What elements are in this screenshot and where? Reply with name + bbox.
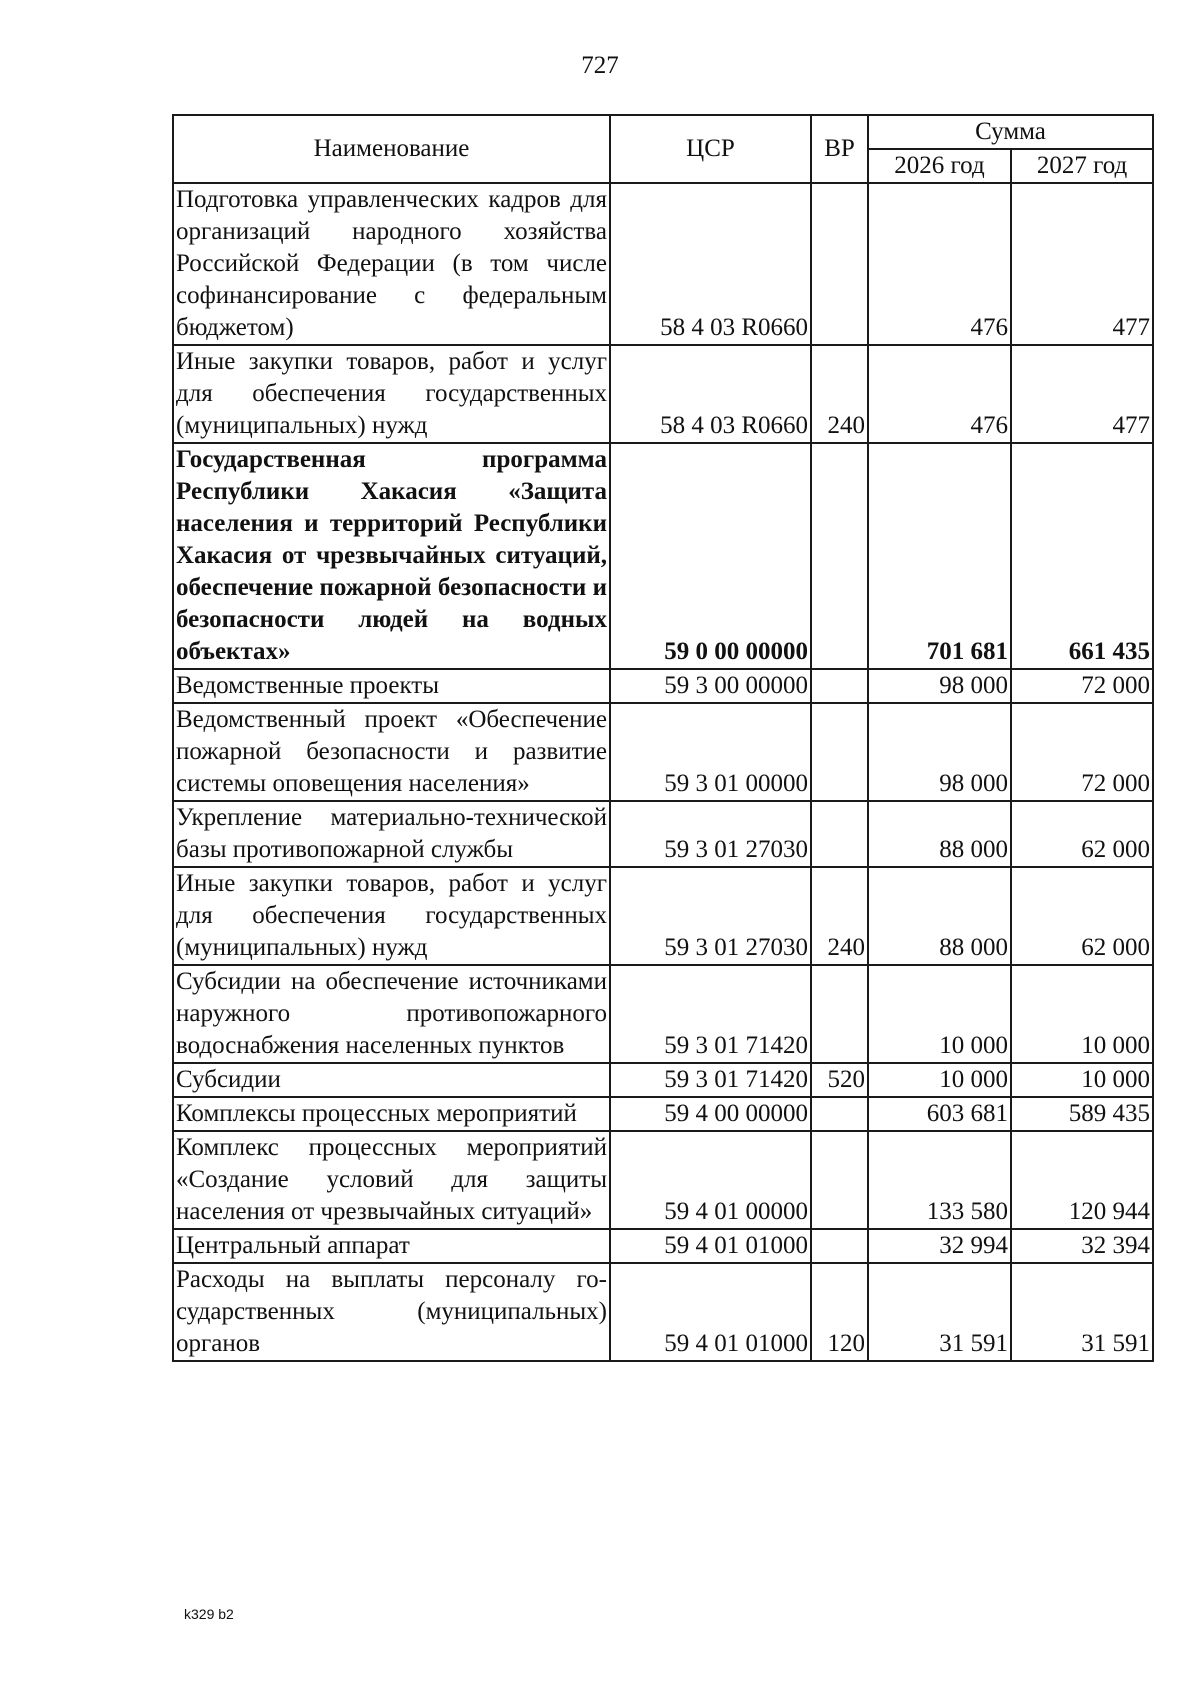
row-amount-2027: 477 (1011, 345, 1153, 443)
table-row (173, 1131, 1153, 1229)
row-amount-2027: 120 944 (1011, 1131, 1153, 1229)
row-amount-2026: 88 000 (868, 801, 1011, 867)
row-amount-2026: 88 000 (868, 867, 1011, 965)
row-csr: 59 3 01 71420 (610, 1063, 811, 1097)
row-amount-2026: 603 681 (868, 1097, 1011, 1131)
header-year-2026: 2026 год (868, 149, 1011, 183)
row-vr (811, 703, 868, 801)
row-vr (811, 183, 868, 345)
row-amount-2026: 701 681 (868, 443, 1011, 669)
row-csr: 59 3 01 71420 (610, 965, 811, 1063)
row-amount-2026: 31 591 (868, 1263, 1011, 1361)
row-csr: 59 3 01 27030 (610, 801, 811, 867)
table-row (173, 345, 1153, 443)
row-amount-2027: 72 000 (1011, 703, 1153, 801)
row-vr: 240 (811, 867, 868, 965)
row-vr: 120 (811, 1263, 868, 1361)
row-amount-2026: 98 000 (868, 669, 1011, 703)
table-row (173, 1097, 1153, 1131)
row-csr: 59 0 00 00000 (610, 443, 811, 669)
row-vr (811, 1131, 868, 1229)
row-csr: 58 4 03 R0660 (610, 183, 811, 345)
row-name: Ведомственный проект «Обеспечение пожарной безопасности и развитие системы оповещения населения» (173, 703, 610, 801)
row-csr: 59 4 01 01000 (610, 1229, 811, 1263)
row-csr: 59 4 01 00000 (610, 1131, 811, 1229)
header-vr: ВР (811, 115, 868, 183)
row-name: Центральный аппарат (173, 1229, 610, 1263)
table-row (173, 443, 1153, 669)
table-row (173, 1229, 1153, 1263)
row-name: Ведомственные проекты (173, 669, 610, 703)
header-csr: ЦСР (610, 115, 811, 183)
row-vr (811, 443, 868, 669)
footer-code: k329 b2 (184, 1606, 234, 1622)
table-body (173, 183, 1153, 1361)
row-name: Иные закупки товаров, работ и услуг для обеспечения государственных (муниципальных) нужд (173, 345, 610, 443)
table-row (173, 1063, 1153, 1097)
row-vr: 240 (811, 345, 868, 443)
row-amount-2026: 98 000 (868, 703, 1011, 801)
budget-table (172, 114, 1154, 1362)
row-amount-2027: 589 435 (1011, 1097, 1153, 1131)
row-csr: 59 3 00 00000 (610, 669, 811, 703)
row-vr: 520 (811, 1063, 868, 1097)
row-csr: 59 3 01 00000 (610, 703, 811, 801)
row-amount-2026: 32 994 (868, 1229, 1011, 1263)
row-csr: 59 3 01 27030 (610, 867, 811, 965)
table-row (173, 1263, 1153, 1361)
table-row (173, 703, 1153, 801)
header-sum: Сумма (868, 115, 1153, 149)
row-amount-2027: 10 000 (1011, 965, 1153, 1063)
row-name: Субсидии на обеспечение источниками наружного противопожарного водоснабжения населенных пунктов (173, 965, 610, 1063)
row-name: Иные закупки товаров, работ и услуг для обеспечения государственных (муниципальных) нужд (173, 867, 610, 965)
table-row (173, 669, 1153, 703)
row-amount-2026: 476 (868, 345, 1011, 443)
row-name: Государственная программа Республики Хакасия «Защита населения и территорий Республики Хакасия от чрезвычайных ситуаций, обеспечение пожарной безопасности и безопасности людей на водных объектах» (173, 443, 610, 669)
row-vr (811, 1229, 868, 1263)
row-amount-2026: 133 580 (868, 1131, 1011, 1229)
row-name: Подготовка управленческих кадров для организаций народного хозяйства Российской Федерации (в том числе софинансирование с федеральным бюджетом) (173, 183, 610, 345)
row-amount-2027: 31 591 (1011, 1263, 1153, 1361)
row-name: Комплекс процессных мероприятий «Создание условий для защиты населения от чрезвычайных ситуаций» (173, 1131, 610, 1229)
page-number: 727 (581, 52, 619, 79)
row-vr (811, 801, 868, 867)
row-amount-2027: 62 000 (1011, 867, 1153, 965)
row-vr (811, 1097, 868, 1131)
row-csr: 59 4 01 01000 (610, 1263, 811, 1361)
row-amount-2026: 10 000 (868, 1063, 1011, 1097)
row-csr: 58 4 03 R0660 (610, 345, 811, 443)
header-name: Наименование (173, 115, 610, 183)
row-amount-2026: 10 000 (868, 965, 1011, 1063)
row-vr (811, 965, 868, 1063)
header-year-2027: 2027 год (1011, 149, 1153, 183)
row-vr (811, 669, 868, 703)
row-amount-2027: 62 000 (1011, 801, 1153, 867)
row-csr: 59 4 00 00000 (610, 1097, 811, 1131)
row-name: Комплексы процессных мероприятий (173, 1097, 610, 1131)
row-amount-2027: 661 435 (1011, 443, 1153, 669)
row-name: Укрепление материально-технической базы противопожарной службы (173, 801, 610, 867)
row-amount-2027: 32 394 (1011, 1229, 1153, 1263)
row-amount-2026: 476 (868, 183, 1011, 345)
table-row (173, 965, 1153, 1063)
header-row (173, 115, 1153, 149)
row-name: Субсидии (173, 1063, 610, 1097)
row-amount-2027: 10 000 (1011, 1063, 1153, 1097)
table-row (173, 183, 1153, 345)
row-amount-2027: 477 (1011, 183, 1153, 345)
table-row (173, 801, 1153, 867)
row-name: Расходы на выплаты персоналу государственных (муниципальных) органов (173, 1263, 610, 1361)
row-amount-2027: 72 000 (1011, 669, 1153, 703)
table-row (173, 867, 1153, 965)
